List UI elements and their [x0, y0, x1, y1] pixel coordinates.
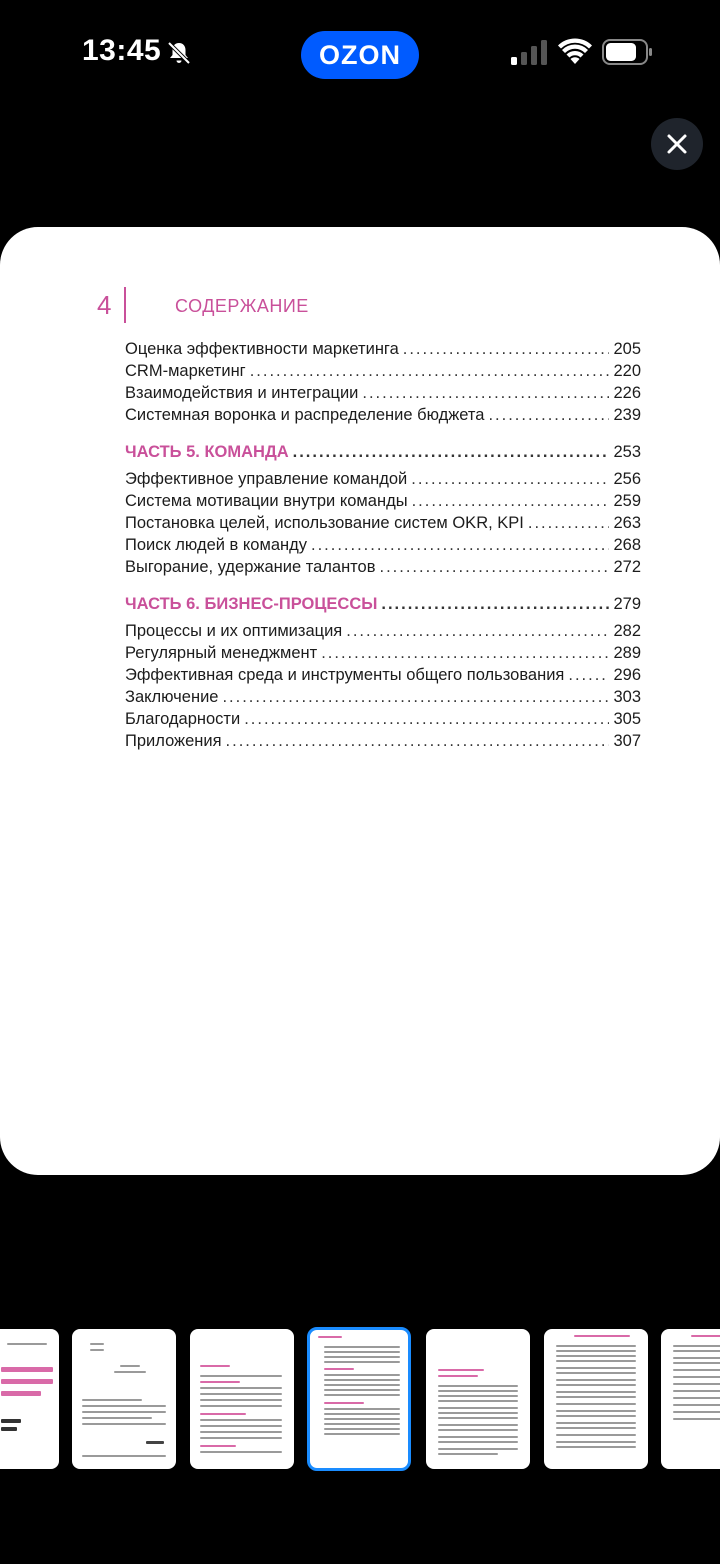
app-badge[interactable]: OZON — [301, 31, 419, 79]
dot-leader — [250, 362, 610, 381]
toc-part-page: 279 — [613, 595, 641, 613]
toc-entry[interactable] — [125, 732, 641, 754]
status-bar — [0, 0, 720, 110]
dot-leader — [362, 384, 609, 403]
toc-part-heading[interactable] — [125, 595, 641, 617]
toc-entry-page: 305 — [613, 710, 641, 728]
toc-entry-page: 272 — [613, 558, 641, 576]
toc-entry-title: Регулярный менеджмент — [125, 644, 318, 662]
toc-part-title: ЧАСТЬ 5. КОМАНДА — [125, 443, 289, 461]
dot-leader — [380, 558, 610, 577]
toc-entry-page: 259 — [613, 492, 641, 510]
bell-muted-icon — [166, 40, 192, 66]
toc-entry-page: 303 — [613, 688, 641, 706]
page-number: 4 — [97, 290, 112, 320]
toc-entry-title: CRM-маркетинг — [125, 362, 246, 380]
toc-entry[interactable] — [125, 558, 641, 580]
dot-leader — [528, 514, 610, 533]
page-thumbnail-selected[interactable] — [307, 1327, 411, 1471]
dot-leader — [568, 666, 609, 685]
dot-leader — [488, 406, 609, 425]
toc-entry[interactable] — [125, 406, 641, 428]
dot-leader — [412, 492, 610, 511]
toc-entry-page: 205 — [613, 340, 641, 358]
toc-part-heading[interactable] — [125, 443, 641, 465]
wifi-icon — [558, 38, 592, 66]
toc-entry[interactable] — [125, 362, 641, 384]
toc-entry[interactable] — [125, 688, 641, 710]
dot-leader — [311, 536, 609, 555]
toc-entry-title: Система мотивации внутри команды — [125, 492, 408, 510]
status-time: 13:45 — [82, 34, 162, 67]
page-thumbnail-strip[interactable] — [0, 1327, 720, 1471]
page-header-divider — [124, 287, 126, 323]
dot-leader — [346, 622, 609, 641]
toc-entry-title: Оценка эффективности маркетинга — [125, 340, 399, 358]
toc-entry-page: 307 — [613, 732, 641, 750]
toc-entry-title: Приложения — [125, 732, 222, 750]
toc-entry[interactable] — [125, 340, 641, 362]
dot-leader — [244, 710, 609, 729]
toc-entry[interactable] — [125, 622, 641, 644]
page-thumbnail[interactable] — [0, 1329, 59, 1469]
toc-entry-page: 220 — [613, 362, 641, 380]
dot-leader — [381, 595, 609, 614]
dot-leader — [411, 470, 609, 489]
page-thumbnail[interactable] — [661, 1329, 720, 1469]
toc-part-title: ЧАСТЬ 6. БИЗНЕС-ПРОЦЕССЫ — [125, 595, 378, 613]
toc-entry-page: 268 — [613, 536, 641, 554]
toc-entry-title: Благодарности — [125, 710, 241, 728]
toc-entry-title: Выгорание, удержание талантов — [125, 558, 376, 576]
page-title: СОДЕРЖАНИЕ — [175, 296, 309, 316]
toc-entry-page: 256 — [613, 470, 641, 488]
page-thumbnail[interactable] — [426, 1329, 530, 1469]
toc-entry-title: Постановка целей, использование систем OKR, KPI — [125, 514, 524, 532]
dot-leader — [293, 443, 610, 462]
toc-entry[interactable] — [125, 514, 641, 536]
toc-entry-page: 282 — [613, 622, 641, 640]
toc-entry[interactable] — [125, 536, 641, 558]
table-of-contents — [125, 340, 641, 754]
toc-part-page: 253 — [613, 443, 641, 461]
toc-entry[interactable] — [125, 384, 641, 406]
toc-entry-page: 289 — [613, 644, 641, 662]
toc-entry[interactable] — [125, 710, 641, 732]
toc-entry[interactable] — [125, 492, 641, 514]
cellular-signal-icon — [510, 40, 548, 66]
toc-entry-page: 239 — [613, 406, 641, 424]
toc-entry[interactable] — [125, 666, 641, 688]
dot-leader — [222, 688, 609, 707]
page-thumbnail[interactable] — [544, 1329, 648, 1469]
toc-entry-title: Взаимодействия и интеграции — [125, 384, 359, 402]
close-button[interactable] — [651, 118, 703, 170]
dot-leader — [321, 644, 609, 663]
toc-entry-title: Системная воронка и распределение бюджета — [125, 406, 485, 424]
toc-entry[interactable] — [125, 470, 641, 492]
toc-entry-title: Заключение — [125, 688, 219, 706]
page-thumbnail[interactable] — [72, 1329, 176, 1469]
toc-entry-page: 296 — [613, 666, 641, 684]
toc-entry-page: 263 — [613, 514, 641, 532]
toc-entry-title: Поиск людей в команду — [125, 536, 307, 554]
close-icon — [666, 133, 688, 155]
battery-icon — [602, 38, 654, 66]
toc-entry-title: Эффективная среда и инструменты общего пользования — [125, 666, 565, 684]
toc-entry-title: Эффективное управление командой — [125, 470, 408, 488]
toc-entry-page: 226 — [613, 384, 641, 402]
toc-entry-title: Процессы и их оптимизация — [125, 622, 343, 640]
dot-leader — [226, 732, 610, 751]
page-thumbnail[interactable] — [190, 1329, 294, 1469]
dot-leader — [403, 340, 610, 359]
toc-entry[interactable] — [125, 644, 641, 666]
